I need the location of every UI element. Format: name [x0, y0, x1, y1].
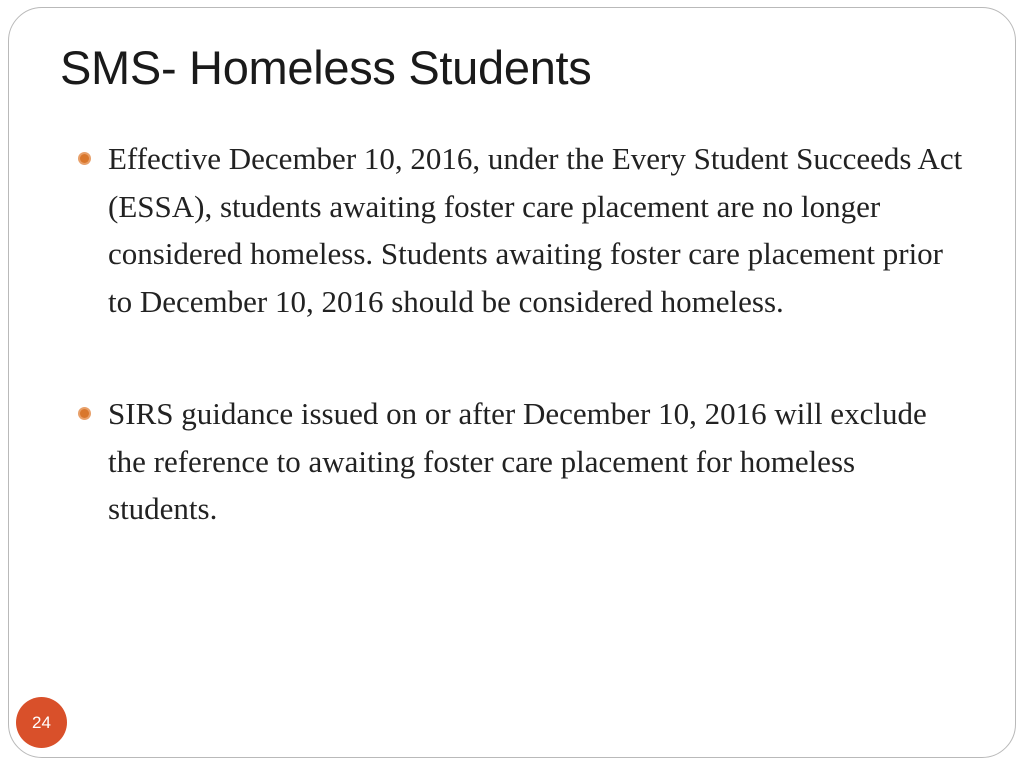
bullet-text: Effective December 10, 2016, under the Every Student Succeeds Act (ESSA), students awaiting foster care placement are no longer considered homeless. Students awaiting foster care placement prior to December 10, 2016 should be considered homeless. [108, 141, 963, 319]
page-number-badge: 24 [16, 697, 67, 748]
bullet-text: SIRS guidance issued on or after December 10, 2016 will exclude the reference to awaiting foster care placement for homeless students. [108, 396, 927, 526]
bullet-dot-icon [78, 407, 91, 420]
slide-title: SMS- Homeless Students [60, 41, 592, 94]
bullet-dot-icon [78, 152, 91, 165]
bullet-item-sirs-guidance [108, 390, 968, 533]
bullet-item-essa-effective [108, 135, 968, 325]
bullet-list [108, 135, 968, 533]
